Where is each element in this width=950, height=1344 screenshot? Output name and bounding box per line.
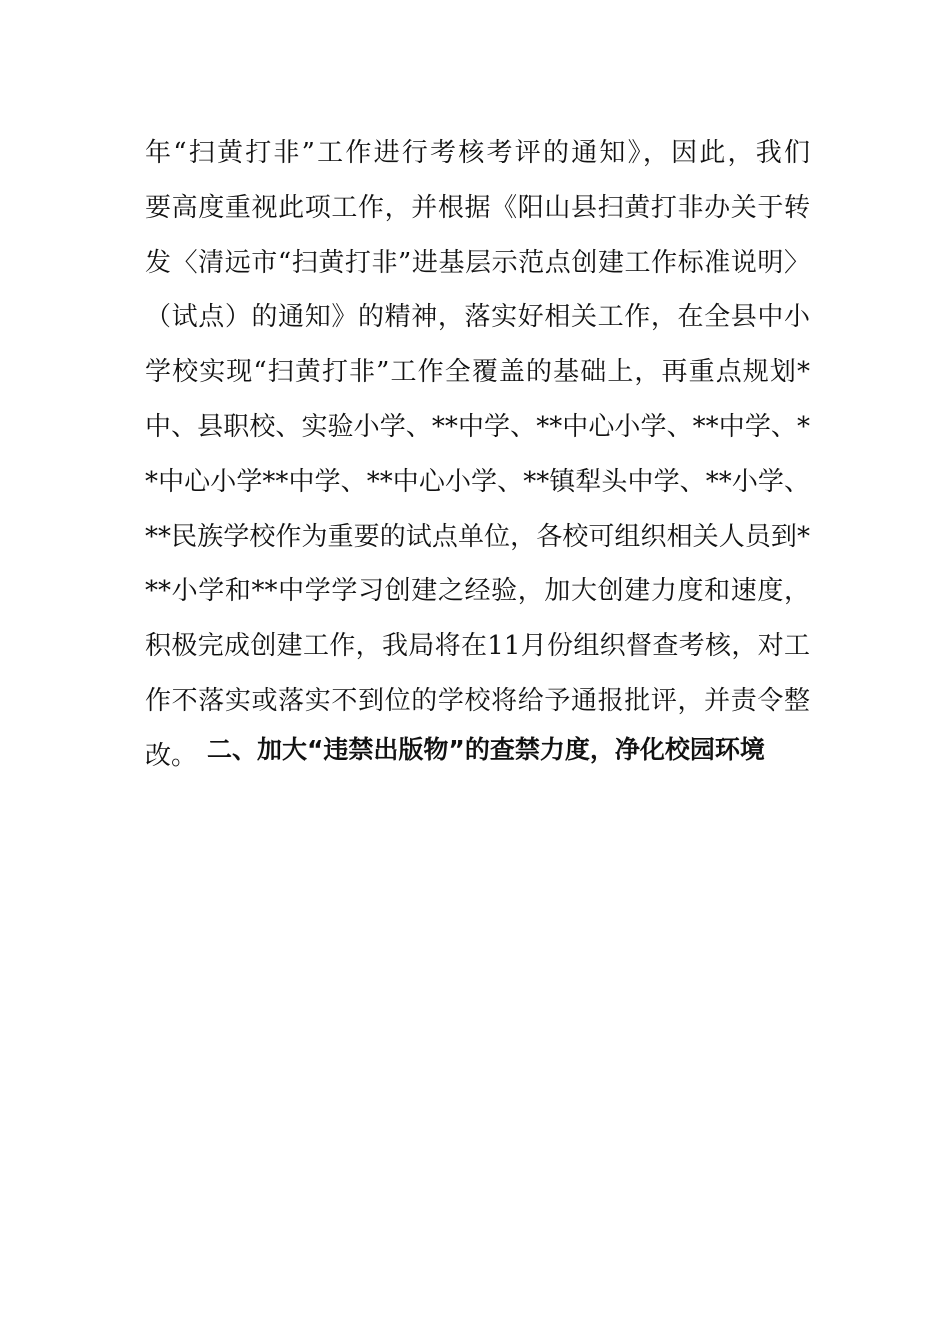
body-paragraph: [145, 126, 810, 784]
paragraph-line: 改。: [145, 740, 198, 771]
paragraph-line: 要高度重视此项工作，并根据《阳山县扫黄打非办关于转: [145, 192, 810, 223]
paragraph-line: 学校实现“扫黄打非”工作全覆盖的基础上，再重点规划*: [145, 357, 810, 388]
paragraph-line: 中、县职校、实验小学、**中学、**中心小学、**中学、*: [145, 411, 810, 442]
paragraph-line: *中心小学**中学、**中心小学、**镇犁头中学、**小学、: [145, 466, 810, 497]
section-heading: 二、加大“违禁出版物”的查禁力度，净化校园环境: [207, 735, 765, 764]
paragraph-line: 积极完成创建工作，我局将在11月份组织督查考核，对工: [145, 631, 810, 662]
paragraph-line: 作不落实或落实不到位的学校将给予通报批评，并责令整: [145, 685, 810, 716]
paragraph-line: **小学和**中学学习创建之经验，加大创建力度和速度，: [145, 576, 810, 607]
paragraph-line: **民族学校作为重要的试点单位，各校可组织相关人员到*: [145, 521, 810, 552]
paragraph-line: 发〈清远市“扫黄打非”进基层示范点创建工作标准说明〉: [145, 247, 810, 278]
paragraph-line: 年“扫黄打非”工作进行考核考评的通知》，因此，我们: [145, 138, 810, 168]
paragraph-line: （试点）的通知》的精神，落实好相关工作，在全县中小: [145, 302, 810, 333]
